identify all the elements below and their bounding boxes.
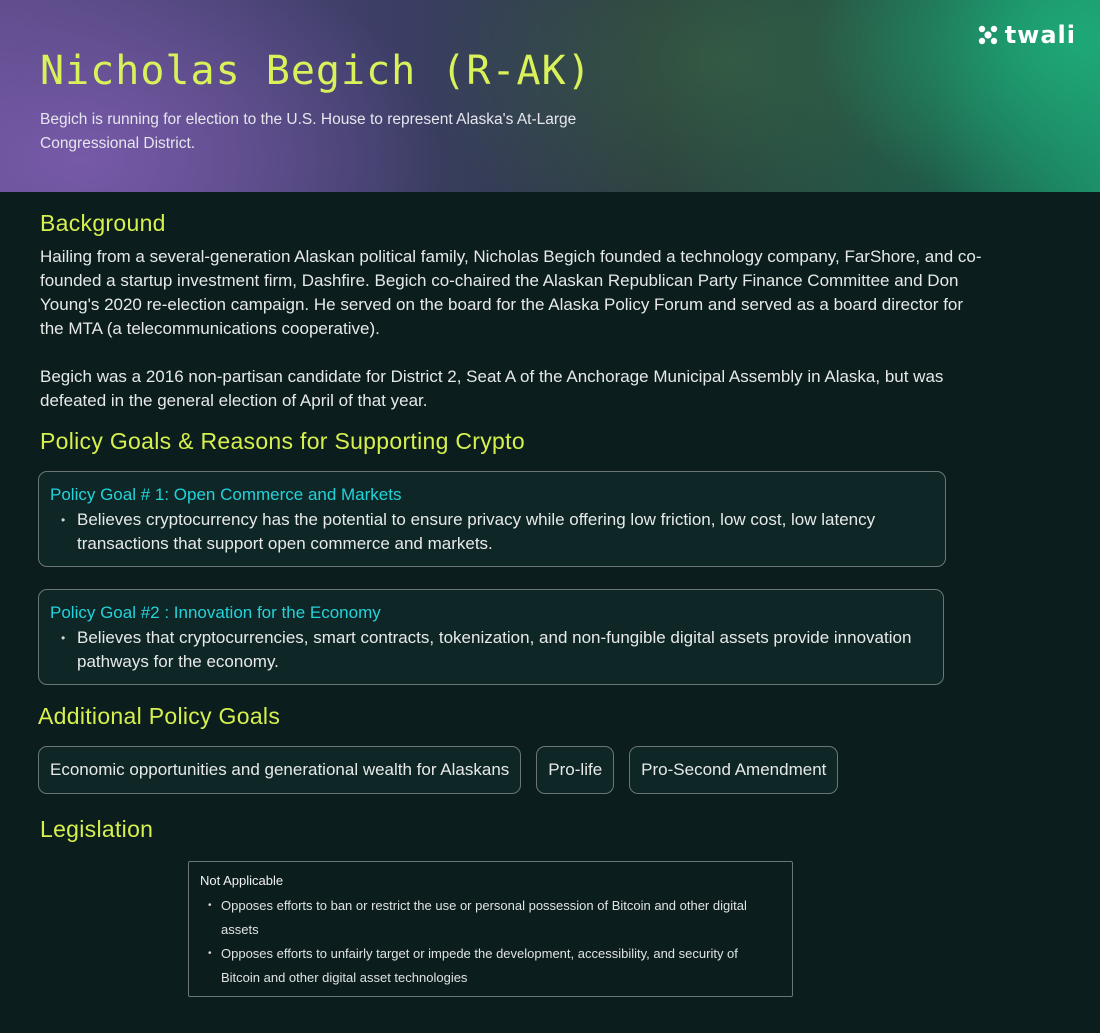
- additional-goals-heading: Additional Policy Goals: [38, 703, 281, 729]
- policy-goal-points: [50, 508, 933, 556]
- additional-goal-pill: Economic opportunities and generational wealth for Alaskans: [38, 746, 521, 794]
- header-banner: [0, 0, 1100, 192]
- twali-logo-icon: [977, 24, 999, 46]
- legislation-card: [188, 861, 793, 997]
- legislation-title: Not Applicable: [200, 873, 284, 888]
- policy-goal-card-1: [38, 471, 946, 567]
- page-title: Nicholas Begich (R-AK): [40, 48, 592, 94]
- additional-goal-pill: Pro-life: [536, 746, 614, 794]
- policy-goal-card-2: [38, 589, 944, 685]
- background-heading: Background: [40, 210, 166, 236]
- background-paragraph-2: Begich was a 2016 non-partisan candidate for District 2, Seat A of the Anchorage Municipal Assembly in Alaska, but was defeated in the general election of April of that year.: [40, 367, 944, 410]
- page-subtitle: Begich is running for election to the U.S. House to represent Alaska's At-Large Congressional District.: [40, 111, 577, 152]
- policy-goal-title: Policy Goal # 1: Open Commerce and Markets: [50, 485, 402, 504]
- background-paragraph-1: Hailing from a several-generation Alaskan political family, Nicholas Begich founded a technology company, FarShore, and co-founded a startup investment firm, Dashfire. Begich co-chaired the Alaskan Republican Party Finance Committee and Don Young's 2020 re-election campaign. He served on the board for the Alaska Policy Forum and served as a board director for the MTA (a telecommunications cooperative).: [40, 247, 982, 338]
- policy-goal-point: • Believes that cryptocurrencies, smart contracts, tokenization, and non-fungible digital assets provide innovation pathways for the economy.: [50, 626, 931, 674]
- policy-goal-title: Policy Goal #2 : Innovation for the Economy: [50, 603, 381, 622]
- twali-logo[interactable]: [977, 21, 1076, 49]
- legislation-point: • Opposes efforts to ban or restrict the use or personal possession of Bitcoin and other digital assets: [200, 894, 780, 942]
- policy-goal-point: • Believes cryptocurrency has the potential to ensure privacy while offering low friction, low cost, low latency transactions that support open commerce and markets.: [50, 508, 933, 556]
- legislation-heading: Legislation: [40, 816, 154, 842]
- legislation-point: • Opposes efforts to unfairly target or impede the development, accessibility, and security of Bitcoin and other digital asset technologies: [200, 942, 780, 990]
- additional-goal-pill: Pro-Second Amendment: [629, 746, 838, 794]
- logo-text: twali: [1004, 21, 1076, 49]
- policy-goal-points: [50, 626, 931, 674]
- policy-goals-heading: Policy Goals & Reasons for Supporting Crypto: [40, 428, 525, 454]
- additional-goals-list: [38, 746, 838, 794]
- legislation-points: [200, 894, 780, 990]
